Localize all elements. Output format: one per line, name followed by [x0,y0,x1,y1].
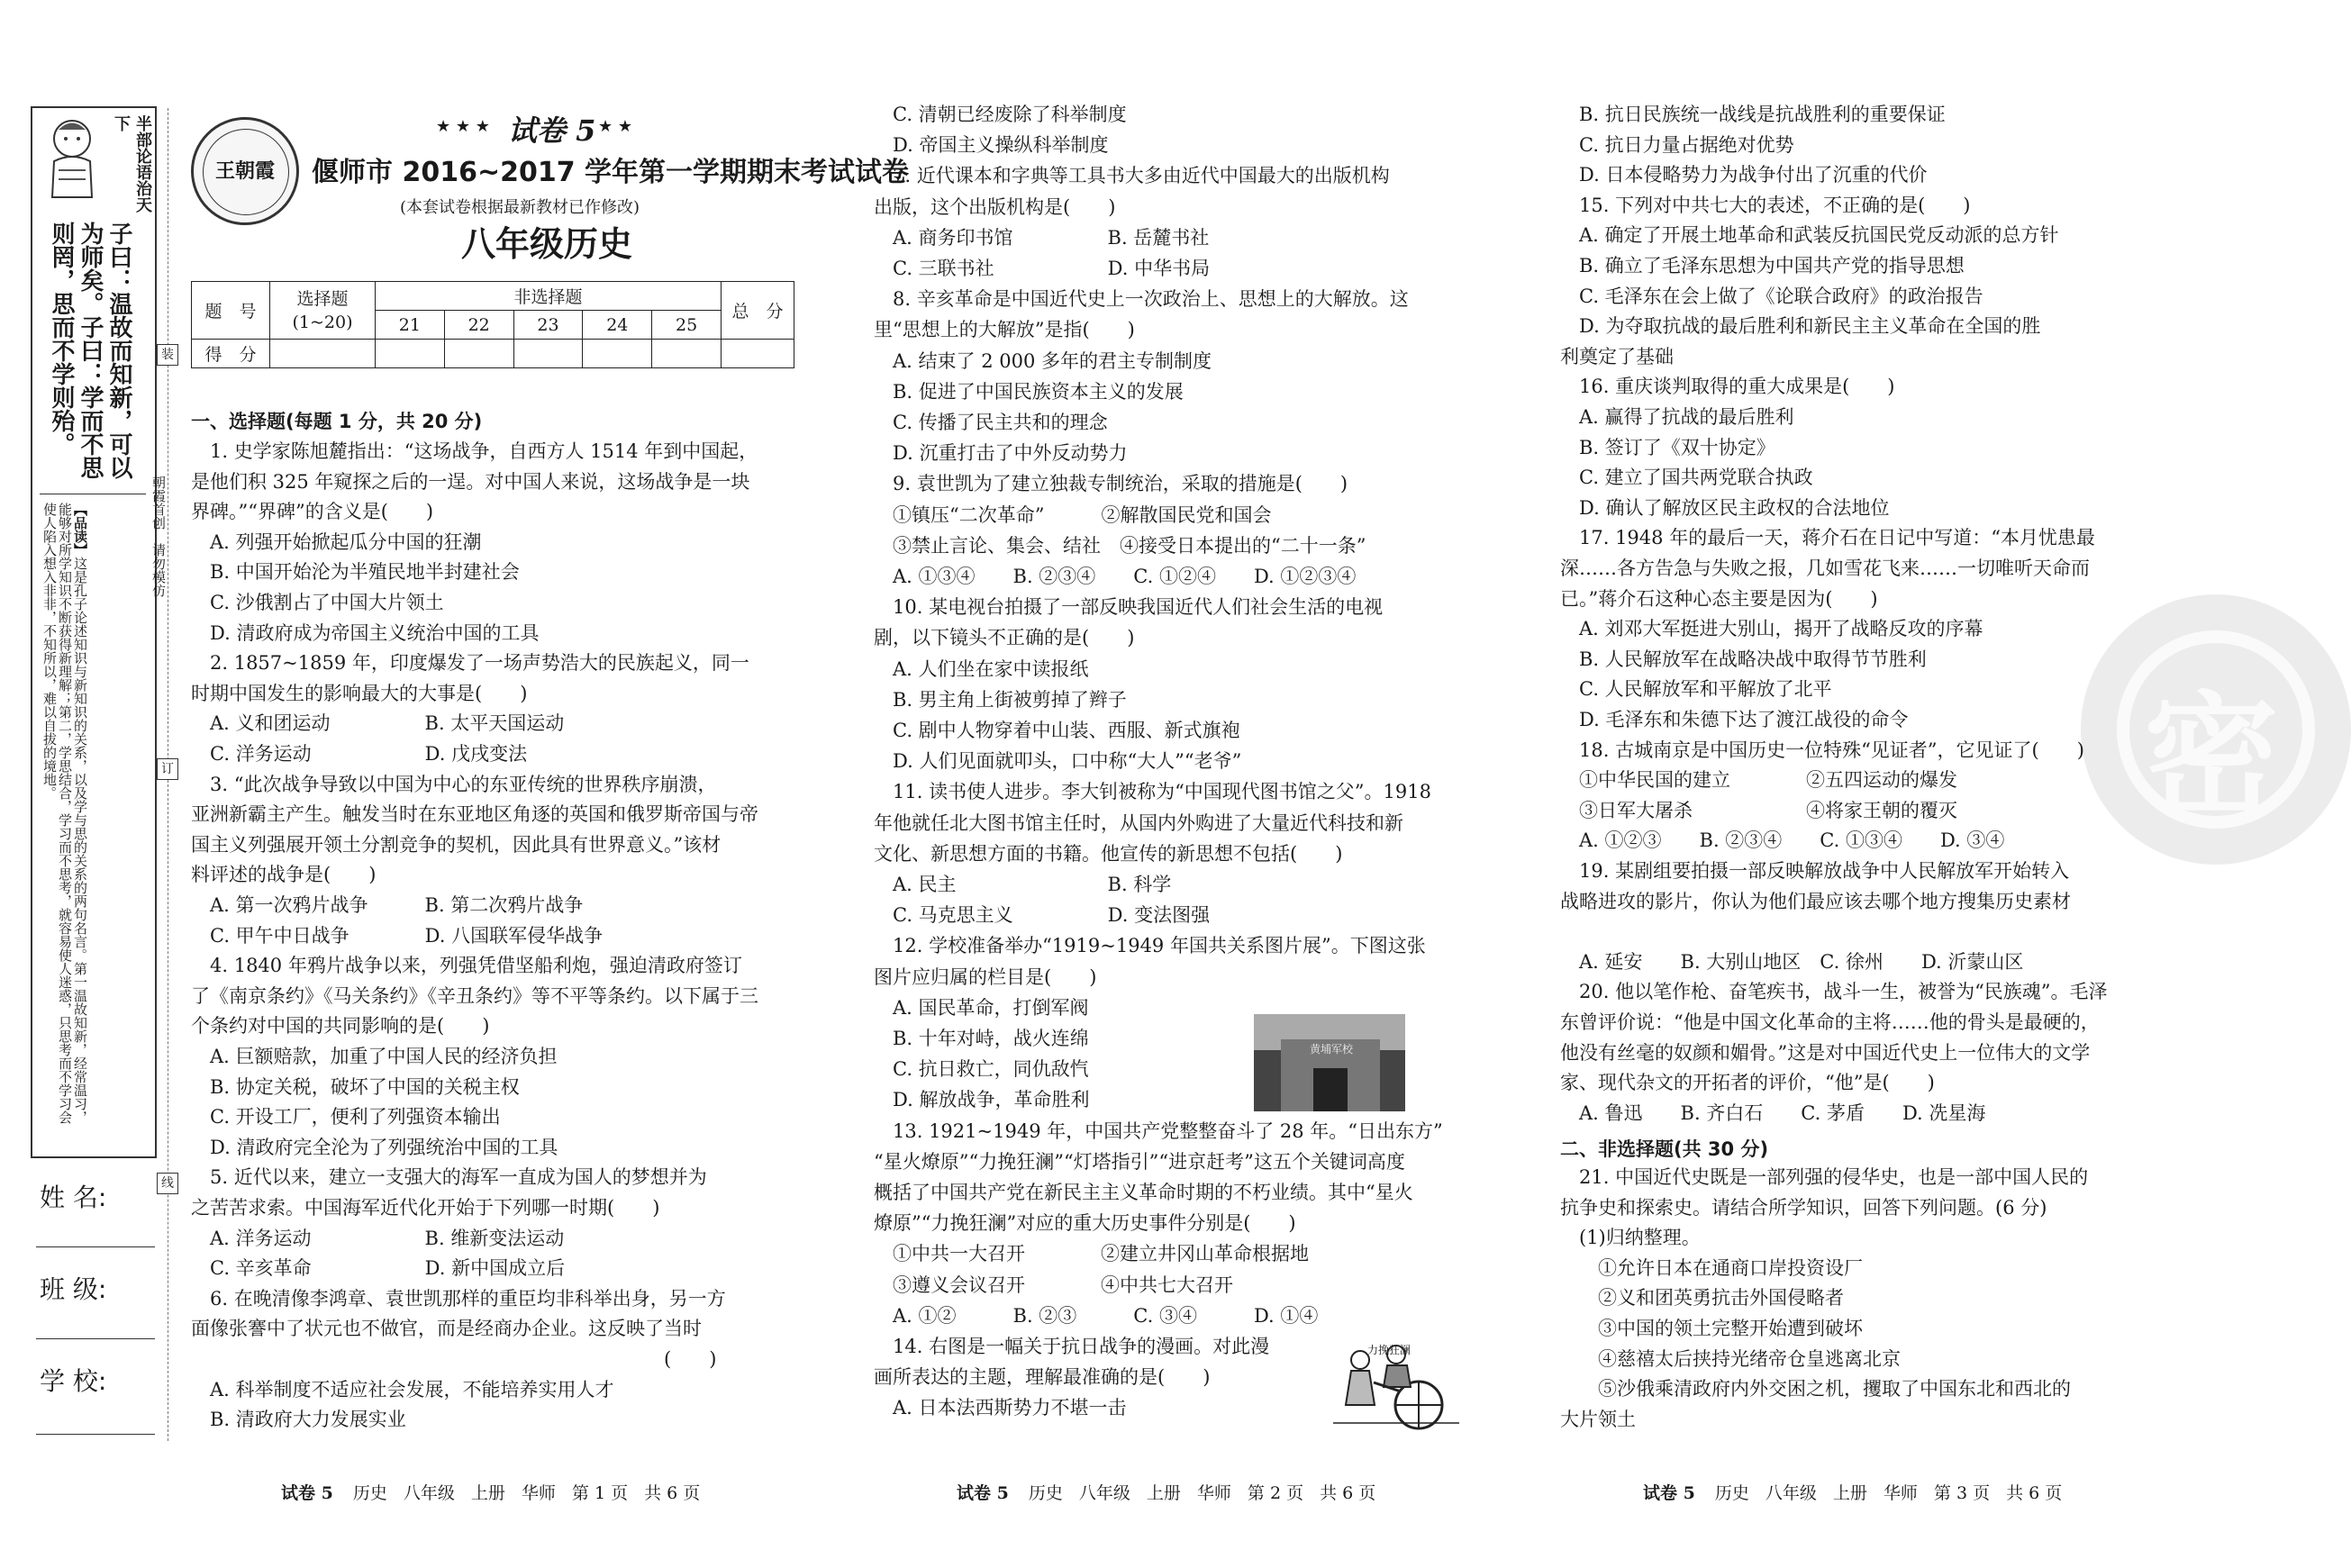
score-col: 23 [513,311,583,340]
sidebar-motto: 半部论语治天下 [112,115,152,213]
question-line: 2. 1857~1859 年，印度爆发了一场声势浩大的民族起义，同一 [191,652,749,675]
school-label: 学 校: [40,1366,107,1396]
question-line: A. 商务印书馆 B. 岳麓书社 [874,226,1210,249]
score-table [191,281,794,368]
question-line: 8. 辛亥革命是中国近代史上一次政治上、思想上的大解放。这 [874,288,1409,311]
question-line: D. 帝国主义操纵科举制度 [874,134,1109,157]
question-line: ④慈禧太后挟持光绪帝仓皇逃离北京 [1560,1347,1901,1370]
question-line: 之苦苦求索。中国海军近代化开始于下列哪一时期( ) [191,1197,660,1219]
score-col: 24 [583,311,652,340]
sidebar-quote: 子曰：温故而知新，可以为师矣。子曰：学而不思则罔，思而不学则殆。 [48,222,132,479]
question-line: 亚洲新霸主产生。触发当时在东亚地区角逐的英国和俄罗斯帝国与帝 [191,803,758,826]
question-line: A. 列强开始掀起瓜分中国的狂潮 [191,530,482,553]
question-line: 家、现代杂文的开拓者的评价，“他”是( ) [1560,1072,1935,1094]
score-cell[interactable] [722,340,794,368]
question-line: 是他们积 325 年窥探之后的一逞。对中国人来说，这场战争是一块 [191,470,750,493]
question-line: 大片领土 [1560,1408,1636,1430]
question-line: C. 洋务运动 D. 戊戌变法 [191,743,528,765]
question-line: 燎原”“力挽狂澜”对应的重大历史事件分别是( ) [874,1212,1296,1235]
question-line: ①中华民国的建立 ②五四运动的爆发 [1560,769,1957,792]
photo-door [1313,1068,1348,1111]
question-line: 概括了中国共产党在新民主主义革命时期的不朽业绩。其中“星火 [874,1182,1413,1203]
score-cell[interactable] [652,340,722,368]
q14-cartoon [1324,1333,1468,1432]
question-line: ③日军大屠杀 ④将家王朝的覆灭 [1560,799,1957,821]
question-line: 已。”蒋介石这种心态主要是因为( ) [1560,587,1878,610]
question-line: ③禁止言论、集会、结社 ④接受日本提出的“二十一条” [874,534,1366,557]
footer-term: 上册 [1832,1483,1867,1503]
question-line: C. 开设工厂，便利了列强资本输出 [191,1106,501,1128]
question-line: A. ①③④ B. ②③④ C. ①②④ D. ①②③④ [874,566,1357,587]
score-cell[interactable] [513,340,583,368]
question-line: D. 清政府完全沦为了列强统治中国的工具 [191,1136,558,1158]
question-line: 13. 1921~1949 年，中国共产党整整奋斗了 28 年。“日出东方” [874,1119,1443,1142]
question-line: C. 沙俄割占了中国大片领土 [191,592,444,613]
question-line: ①中共一大召开 ②建立井冈山革命根据地 [874,1243,1309,1265]
question-line: 界碑。”“界碑”的含义是( ) [191,501,434,523]
question-line: C. 建立了国共两党联合执政 [1560,467,1813,489]
score-header-label: 题 号 [192,282,270,340]
question-line: 1. 史学家陈旭麓指出：“这场战争，自西方人 1514 年到中国起， [191,440,758,462]
binding-mark-xian: 线 [157,1173,178,1194]
pindu-text: 这是孔子论述知识与新知识的关系，以及学与思的关系的两句名言。第一温故知新，经常温习，能够对所学知识不断获得新理解；第二，学思结合，学习而不思考，就容易使人迷惑，只思考而不学习会使人陷入想入非非，不知所以，难以自拔的境地。 [41,503,88,1124]
footer-exam: 试卷 5 [1643,1483,1695,1503]
footer-subject: 历史 [1714,1483,1749,1503]
question-line: D. 为夺取抗战的最后胜利和新民主主义革命在全国的胜 [1560,315,2041,338]
question-line: B. 确立了毛泽东思想为中国共产党的指导思想 [1560,255,1965,276]
question-line: C. 辛亥革命 D. 新中国成立后 [191,1257,566,1280]
question-line: ①镇压“二次革命” ②解散国民党和国会 [874,503,1272,526]
footer-pub: 华师 [521,1483,556,1503]
score-cell[interactable] [444,340,513,368]
question-line: C. 人民解放军和平解放了北平 [1560,678,1832,701]
footer-page: 第 1 页 [571,1483,629,1503]
question-line: B. 促进了中国民族资本主义的发展 [874,380,1184,403]
question-line: 4. 1840 年鸦片战争以来，列强凭借坚船利炮，强迫清政府签订 [191,955,742,977]
question-line: (1)归纳整理。 [1560,1227,1701,1249]
cartoon-caption: 力挽狂澜 [1367,1344,1412,1356]
question-line: 10. 某电视台拍摄了一部反映我国近代人们社会生活的电视 [874,596,1384,619]
footer-grade: 八年级 [1078,1483,1130,1503]
question-line: 他没有丝毫的奴颜和媚骨。”这是对中国近代史上一位伟大的文学 [1560,1041,2091,1064]
question-line: A. 人们坐在家中读报纸 [874,657,1089,680]
sidebar-cartoon-icon [36,112,108,202]
question-line: 国主义列强展开领土分割竞争的契机，因此具有世界意义。”该材 [191,833,722,856]
score-col: 21 [376,311,445,340]
question-line: A. ①②③ B. ②③④ C. ①③④ D. ③④ [1560,829,2005,852]
footer-pub: 华师 [1196,1483,1231,1503]
section-choice-title: 一、选择题(每题 1 分，共 20 分) [191,411,483,432]
question-line: C. 甲午中日战争 D. 八国联军侵华战争 [191,924,604,947]
question-line: 21. 中国近代史既是一部列强的侵华史，也是一部中国人民的 [1560,1166,2089,1188]
question-line: D. 日本侵略势力为战争付出了沉重的代价 [1560,164,1928,186]
question-line: C. 传播了民主共和的理念 [874,412,1108,433]
question-line: B. 签订了《双十协定》 [1560,436,1775,458]
question-line: ③遵义会议召开 ④中共七大召开 [874,1273,1233,1296]
question-line: D. 人们见面就叩头，口中称“大人”“老爷” [874,750,1242,773]
footer-subject: 历史 [352,1483,387,1503]
question-line: A. 刘邓大军挺进大别山，揭开了战略反攻的序幕 [1560,618,1983,640]
question-line: A. 第一次鸦片战争 B. 第二次鸦片战争 [191,894,584,916]
question-line: ①允许日本在通商口岸投资设厂 [1560,1256,1863,1279]
name-field[interactable] [36,1246,155,1247]
footer-total: 共 6 页 [644,1483,701,1503]
photo-caption: 黄埔军校 [1309,1043,1353,1056]
question-line: A. 巨额赔款，加重了中国人民的经济负担 [191,1046,558,1067]
question-line: B. 中国开始沦为半殖民地半封建社会 [191,561,520,584]
question-line: 战略进攻的影片，你认为他们最应该去哪个地方搜集历史素材 [1560,890,2071,912]
question-line: 图片应归属的栏目是( ) [874,965,1097,988]
subject-title: 八年级历史 [461,224,633,264]
question-line: B. 抗日民族统一战线是抗战胜利的重要保证 [1560,104,1946,125]
score-header-choice: 选择题 (1~20) [270,282,376,340]
question-line: 11. 读书使人进步。李大钊被称为“中国现代图书馆之父”。1918 [874,781,1431,803]
question-line: A. 民主 B. 科学 [874,874,1172,895]
score-header-nonchoice: 非选择题 [376,282,722,311]
question-line: A. ①② B. ②③ C. ③④ D. ①④ [874,1304,1319,1327]
question-line: 3. “此次战争导致以中国为中心的东亚传统的世界秩序崩溃， [191,773,717,795]
score-row-label: 得 分 [192,340,270,368]
question-line: C. 马克思主义 D. 变法图强 [874,904,1211,927]
question-line: 9. 袁世凯为了建立独裁专制统治，采取的措施是( ) [874,473,1348,495]
question-line: D. 沉重打击了中外反动势力 [874,442,1128,465]
question-line: B. 十年对峙，战火连绵 [874,1028,1089,1049]
score-cell[interactable] [376,340,445,368]
title-star-left: ★ ★ ★ [436,117,490,136]
question-line: 出版，这个出版机构是( ) [874,195,1116,218]
question-line: A. 赢得了抗战的最后胜利 [1560,406,1794,428]
score-cell[interactable] [583,340,652,368]
question-line: 7. 近代课本和字典等工具书大多由近代中国最大的出版机构 [874,165,1390,187]
question-line: A. 延安 B. 大别山地区 C. 徐州 D. 沂蒙山区 [1560,950,2024,973]
question-line: A. 洋务运动 B. 维新变法运动 [191,1227,565,1249]
school-field[interactable] [36,1434,155,1435]
question-line: 文化、新思想方面的书籍。他宣传的新思想不包括( ) [874,842,1343,865]
binding-mark-zhuang: 装 [157,344,178,366]
question-line: B. 清政府大力发展实业 [191,1409,406,1431]
question-line: 20. 他以笔作枪、奋笔疾书，战斗一生，被誉为“民族魂”。毛泽 [1560,981,2108,1003]
question-line: 个条约对中国的共同影响的是( ) [191,1015,490,1038]
question-line: 时期中国发生的影响最大的大事是( ) [191,682,528,704]
question-line: ③中国的领土完整开始遭到破坏 [1560,1318,1863,1339]
question-line: 里“思想上的大解放”是指( ) [874,319,1135,341]
exam-note: (本套试卷根据最新教材已作修改) [400,198,640,217]
footer-term: 上册 [1146,1483,1181,1503]
question-line: D. 解放战争，革命胜利 [874,1089,1090,1111]
brand-note: 朝霞首创 请勿模仿 [150,476,167,597]
class-label: 班 级: [40,1274,107,1304]
question-line: A. 义和团运动 B. 太平天国运动 [191,712,565,735]
question-line: C. 剧中人物穿着中山装、西服、新式旗袍 [874,720,1240,741]
question-line: 14. 右图是一幅关于抗日战争的漫画。对此漫 [874,1336,1270,1357]
question-line: 画所表达的主题，理解最准确的是( ) [874,1366,1211,1389]
footer-total: 共 6 页 [2006,1483,2063,1503]
footer-exam: 试卷 5 [281,1483,333,1503]
question-line: 12. 学校准备举办“1919~1949 年国共关系图片展”。下图这张 [874,935,1426,957]
footer-page-2 [957,1480,1392,1504]
question-line: 17. 1948 年的最后一天，蒋介石在日记中写道：“本月忧患最 [1560,527,2095,549]
question-line: 利奠定了基础 [1560,345,1674,367]
question-line: C. 抗日力量占据绝对优势 [1560,133,1794,156]
question-line: D. 确认了解放区民主政权的合法地位 [1560,496,1890,519]
section-nonchoice-title: 二、非选择题(共 30 分) [1560,1138,1769,1160]
logo-seal [191,117,299,225]
question-line: B. 男主角上街被剪掉了辫子 [874,688,1127,711]
binding-mark-ding: 订 [157,758,178,780]
footer-pub: 华师 [1883,1483,1918,1503]
score-col: 22 [444,311,513,340]
question-line: 料评述的战争是( ) [191,864,377,886]
question-line: 19. 某剧组要拍摄一部反映解放战争中人民解放军开始转入 [1560,860,2070,882]
question-line: ( ) [191,1348,717,1370]
question-line: C. 抗日救亡，同仇敌忾 [874,1058,1089,1081]
question-line: 15. 下列对中共七大的表述，不正确的是( ) [1560,194,1971,216]
question-line: 18. 古城南京是中国历史一位特殊“见证者”，它见证了( ) [1560,739,2084,761]
question-line: A. 科举制度不适应社会发展，不能培养实用人才 [191,1378,614,1400]
footer-page: 第 3 页 [1933,1483,1991,1503]
question-line: ②义和团英勇抗击外国侵略者 [1560,1287,1844,1310]
footer-grade: 八年级 [1765,1483,1817,1503]
question-line: C. 三联书社 D. 中华书局 [874,258,1211,279]
question-line: 深……各方告急与失败之报，几如雪花飞来……一切唯听天命而 [1560,557,2090,579]
question-line: A. 确定了开展土地革命和武装反抗国民党反动派的总方针 [1560,224,2059,247]
footer-subject: 历史 [1028,1483,1063,1503]
footer-term: 上册 [470,1483,505,1503]
question-line: A. 国民革命，打倒军阀 [874,996,1089,1019]
sidebar-pindu [41,503,87,1133]
score-header-total: 总 分 [722,282,794,340]
pindu-title: 【品读】 [72,503,88,557]
class-field[interactable] [36,1338,155,1339]
question-line: A. 鲁迅 B. 齐白石 C. 茅盾 D. 冼星海 [1560,1101,1986,1124]
question-line: 5. 近代以来，建立一支强大的海军一直成为国人的梦想并为 [191,1166,707,1189]
question-line: 抗争史和探索史。请结合所学知识，回答下列问题。(6 分) [1560,1196,2047,1219]
exam-badge: 试卷 5 [508,113,596,148]
question-line: 东曾评价说：“他是中国文化革命的主将……他的骨头是最硬的， [1560,1011,2100,1033]
footer-page: 第 2 页 [1247,1483,1304,1503]
question-line: “星火燎原”“力挽狂澜”“灯塔指引”“进京赶考”这五个关键词高度 [874,1150,1405,1173]
question-line: D. 清政府成为帝国主义统治中国的工具 [191,621,540,644]
question-line: C. 毛泽东在会上做了《论联合政府》的政治报告 [1560,285,1983,307]
question-line: 6. 在晚清像李鸿章、袁世凯那样的重臣均非科举出身，另一方 [191,1287,726,1310]
footer-total: 共 6 页 [1320,1483,1376,1503]
logo-text: 王朝霞 [214,159,275,183]
question-line: A. 日本法西斯势力不堪一击 [874,1397,1127,1419]
footer-grade: 八年级 [403,1483,455,1503]
score-col: 25 [652,311,722,340]
question-line: 了《南京条约》《马关条约》《辛丑条约》等不平等条约。以下属于三 [191,984,758,1007]
question-line: B. 协定关税，破坏了中国的关税主权 [191,1075,520,1098]
question-line: B. 人民解放军在战略决战中取得节节胜利 [1560,648,1927,670]
q12-photo [1254,1014,1405,1111]
watermark-char: 密 [2144,680,2280,837]
question-line: A. 结束了 2 000 多年的君主专制制度 [874,349,1212,372]
score-cell[interactable] [270,340,376,368]
footer-page-3 [1643,1480,2078,1504]
question-line: 16. 重庆谈判取得的重大成果是( ) [1560,376,1895,398]
exam-title: 偃师市 2016~2017 学年第一学期期末考试试卷 [312,157,910,188]
title-star-right: ★ ★ [598,117,632,136]
name-label: 姓 名: [40,1183,107,1212]
question-line: 剧，以下镜头不正确的是( ) [874,627,1135,649]
question-line: 面像张謇中了状元也不做官，而是经商办企业。这反映了当时 [191,1318,702,1340]
question-line: C. 清朝已经废除了科举制度 [874,104,1127,125]
question-line: ⑤沙俄乘清政府内外交困之机，攫取了中国东北和西北的 [1560,1378,2071,1400]
footer-exam: 试卷 5 [957,1483,1009,1503]
question-line: 年他就任北大图书馆主任时，从国内外购进了大量近代科技和新 [874,811,1403,834]
question-line: D. 毛泽东和朱德下达了渡江战役的命令 [1560,709,1909,730]
footer-page-1 [281,1480,716,1504]
